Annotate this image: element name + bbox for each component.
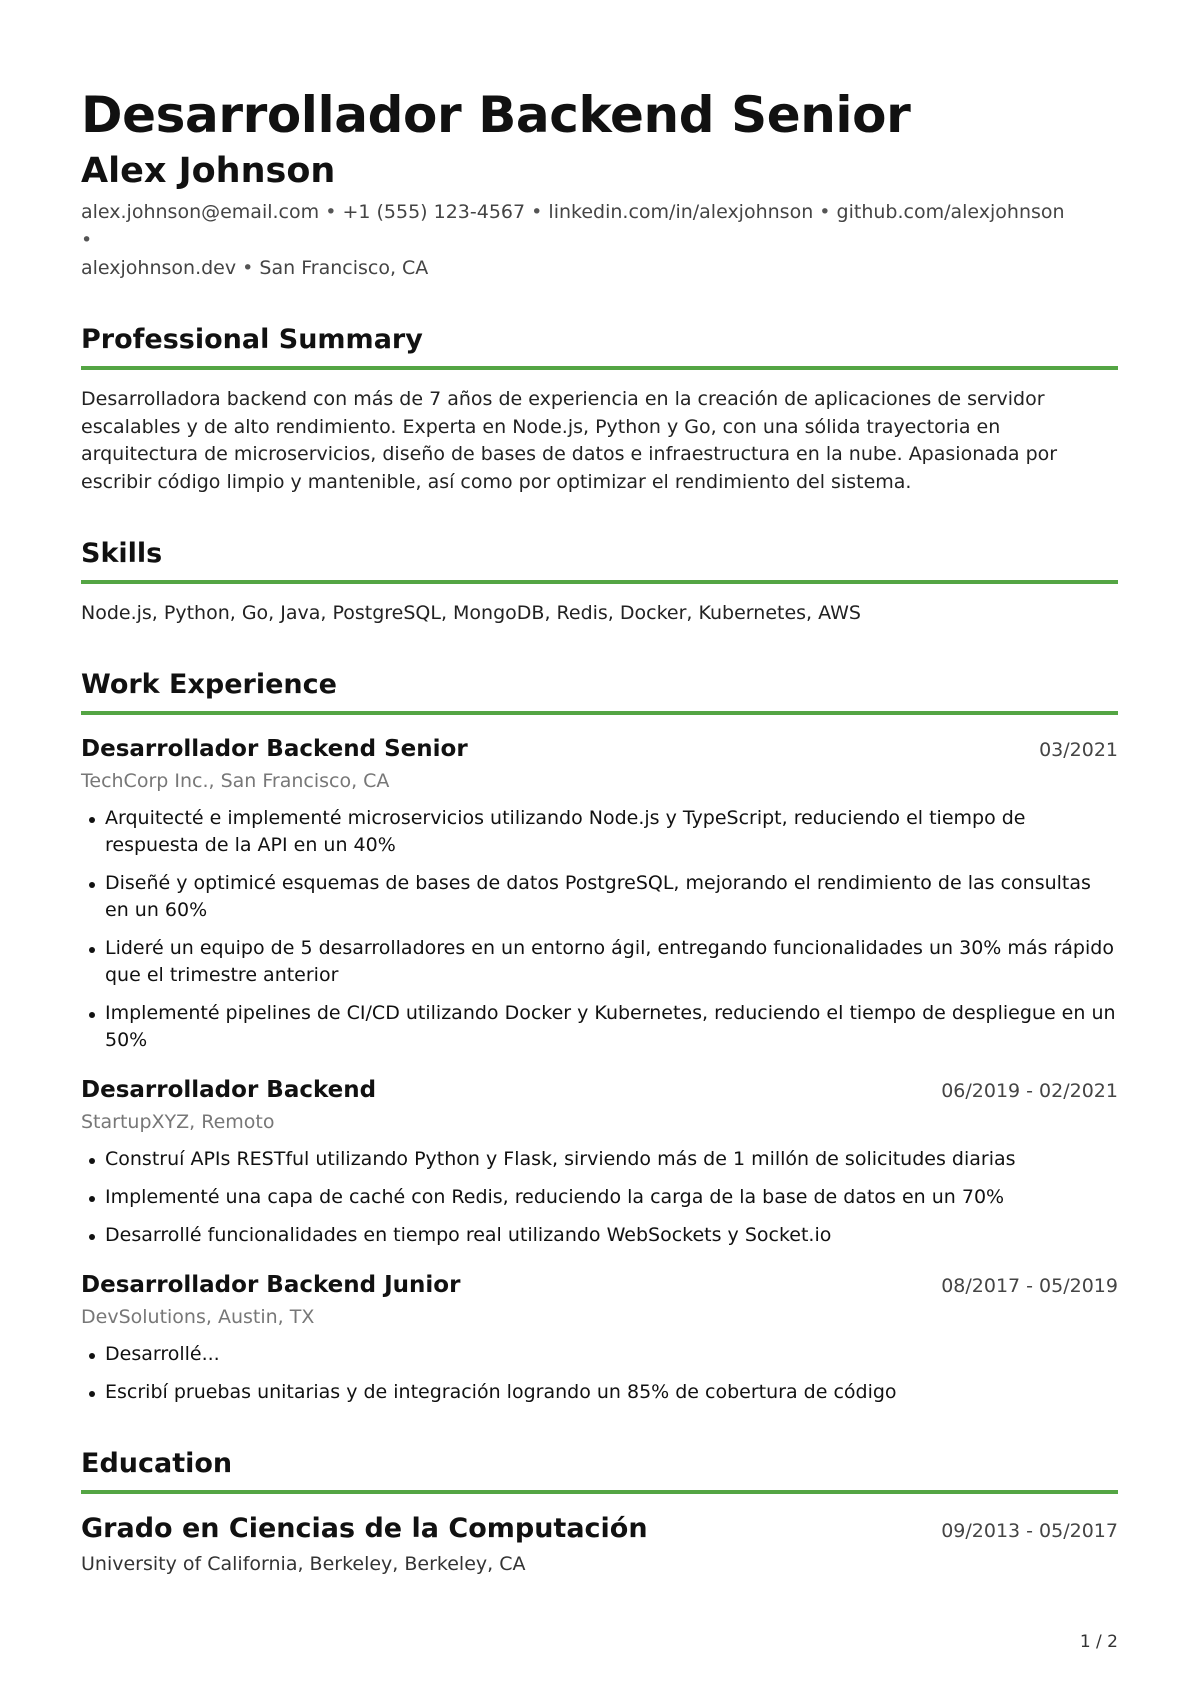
bullet-text: Arquitecté e implementé microservicios utilizando Node.js y TypeScript, reduciendo el tiempo de respuesta de la API en un 40% xyxy=(105,807,1026,856)
bullet-dot xyxy=(89,947,95,953)
job-company: StartupXYZ, Remoto xyxy=(81,1111,275,1133)
education-degree: Grado en Ciencias de la Computación xyxy=(81,1513,648,1544)
job-company: TechCorp Inc., San Francisco, CA xyxy=(81,770,390,792)
job-bullet xyxy=(81,935,1118,989)
candidate-name: Alex Johnson xyxy=(81,151,336,191)
job-date: 08/2017 - 05/2019 xyxy=(941,1275,1118,1297)
contact-line xyxy=(81,198,1081,282)
bullet-text: Desarrollé funcionalidades en tiempo real utilizando WebSockets y Socket.io xyxy=(105,1224,832,1246)
bullet-text: Implementé una capa de caché con Redis, reduciendo la carga de la base de datos en un 70% xyxy=(105,1186,1005,1208)
job-bullet xyxy=(81,870,1118,924)
bullet-text: Implementé pipelines de CI/CD utilizando Docker y Kubernetes, reduciendo el tiempo de despliegue en un 50% xyxy=(105,1002,1116,1051)
job-entry xyxy=(81,1074,1118,1249)
job-header xyxy=(81,1074,1118,1106)
contact-github[interactable]: github.com/alexjohnson xyxy=(836,201,1065,223)
skills-text: Node.js, Python, Go, Java, PostgreSQL, MongoDB, Redis, Docker, Kubernetes, AWS xyxy=(81,602,861,624)
job-bullets xyxy=(81,1341,1118,1406)
job-entry xyxy=(81,1269,1118,1406)
job-bullet xyxy=(81,805,1118,859)
education-heading: Education xyxy=(81,1444,1118,1494)
bullet-dot xyxy=(89,882,95,888)
contact-separator: • xyxy=(531,201,543,223)
job-company: DevSolutions, Austin, TX xyxy=(81,1306,315,1328)
experience-heading: Work Experience xyxy=(81,665,1118,715)
bullet-dot xyxy=(89,1391,95,1397)
bullet-dot xyxy=(89,1234,95,1240)
job-bullets xyxy=(81,805,1118,1054)
education-section xyxy=(81,1444,1118,1578)
job-bullet xyxy=(81,1379,1118,1406)
job-header xyxy=(81,1269,1118,1301)
job-entry xyxy=(81,733,1118,1054)
education-header xyxy=(81,1510,1118,1548)
page-number: 1 / 2 xyxy=(1079,1632,1118,1652)
job-bullet xyxy=(81,1222,1118,1249)
job-title: Desarrollador Backend xyxy=(81,1077,377,1103)
skills-section xyxy=(81,534,1118,627)
job-title: Desarrollador Backend Senior xyxy=(81,736,468,762)
contact-separator: • xyxy=(325,201,337,223)
bullet-text: Escribí pruebas unitarias y de integración logrando un 85% de cobertura de código xyxy=(105,1381,897,1403)
summary-section xyxy=(81,320,1118,496)
skills-heading: Skills xyxy=(81,534,1118,584)
bullet-dot xyxy=(89,1196,95,1202)
job-title: Desarrollador Backend Junior xyxy=(81,1272,461,1298)
contact-location: San Francisco, CA xyxy=(259,257,429,279)
job-date: 03/2021 xyxy=(1039,739,1118,761)
contact-phone: +1 (555) 123-4567 xyxy=(342,201,526,223)
summary-text: Desarrolladora backend con más de 7 años de experiencia en la creación de aplicaciones de servidor escalables y de alto rendimiento. Experta en Node.js, Python y Go, con una sólida trayectoria en arquitectura de microservicios, diseño de bases de datos e infraestructura en la nube. Apasionada por escribir código limpio y mantenible, así como por optimizar el rendimiento del sistema. xyxy=(81,388,1058,493)
bullet-dot xyxy=(89,817,95,823)
job-bullet xyxy=(81,1184,1118,1211)
contact-website[interactable]: alexjohnson.dev xyxy=(81,257,237,279)
bullet-text: Desarrollé... xyxy=(105,1343,220,1365)
bullet-text: Lideré un equipo de 5 desarrolladores en un entorno ágil, entregando funcionalidades un 30% más rápido que el trimestre anterior xyxy=(105,937,1114,986)
contact-linkedin[interactable]: linkedin.com/in/alexjohnson xyxy=(548,201,814,223)
contact-separator: • xyxy=(819,201,831,223)
contact-separator: • xyxy=(81,229,93,251)
education-school: University of California, Berkeley, Berkeley, CA xyxy=(81,1553,526,1575)
job-date: 06/2019 - 02/2021 xyxy=(941,1080,1118,1102)
bullet-dot xyxy=(89,1353,95,1359)
bullet-text: Diseñé y optimicé esquemas de bases de datos PostgreSQL, mejorando el rendimiento de las consultas en un 60% xyxy=(105,872,1091,921)
contact-email: alex.johnson@email.com xyxy=(81,201,320,223)
bullet-dot xyxy=(89,1158,95,1164)
education-entry xyxy=(81,1510,1118,1578)
job-bullet xyxy=(81,1000,1118,1054)
contact-separator: • xyxy=(242,257,254,279)
bullet-text: Construí APIs RESTful utilizando Python y Flask, sirviendo más de 1 millón de solicitudes diarias xyxy=(105,1148,1016,1170)
job-bullets xyxy=(81,1146,1118,1249)
education-date: 09/2013 - 05/2017 xyxy=(941,1520,1118,1542)
summary-heading: Professional Summary xyxy=(81,320,1118,370)
resume-title: Desarrollador Backend Senior xyxy=(81,86,911,144)
experience-section xyxy=(81,665,1118,1406)
job-header xyxy=(81,733,1118,765)
resume-page xyxy=(81,84,1118,1578)
bullet-dot xyxy=(89,1012,95,1018)
job-bullet xyxy=(81,1341,1118,1368)
job-bullet xyxy=(81,1146,1118,1173)
